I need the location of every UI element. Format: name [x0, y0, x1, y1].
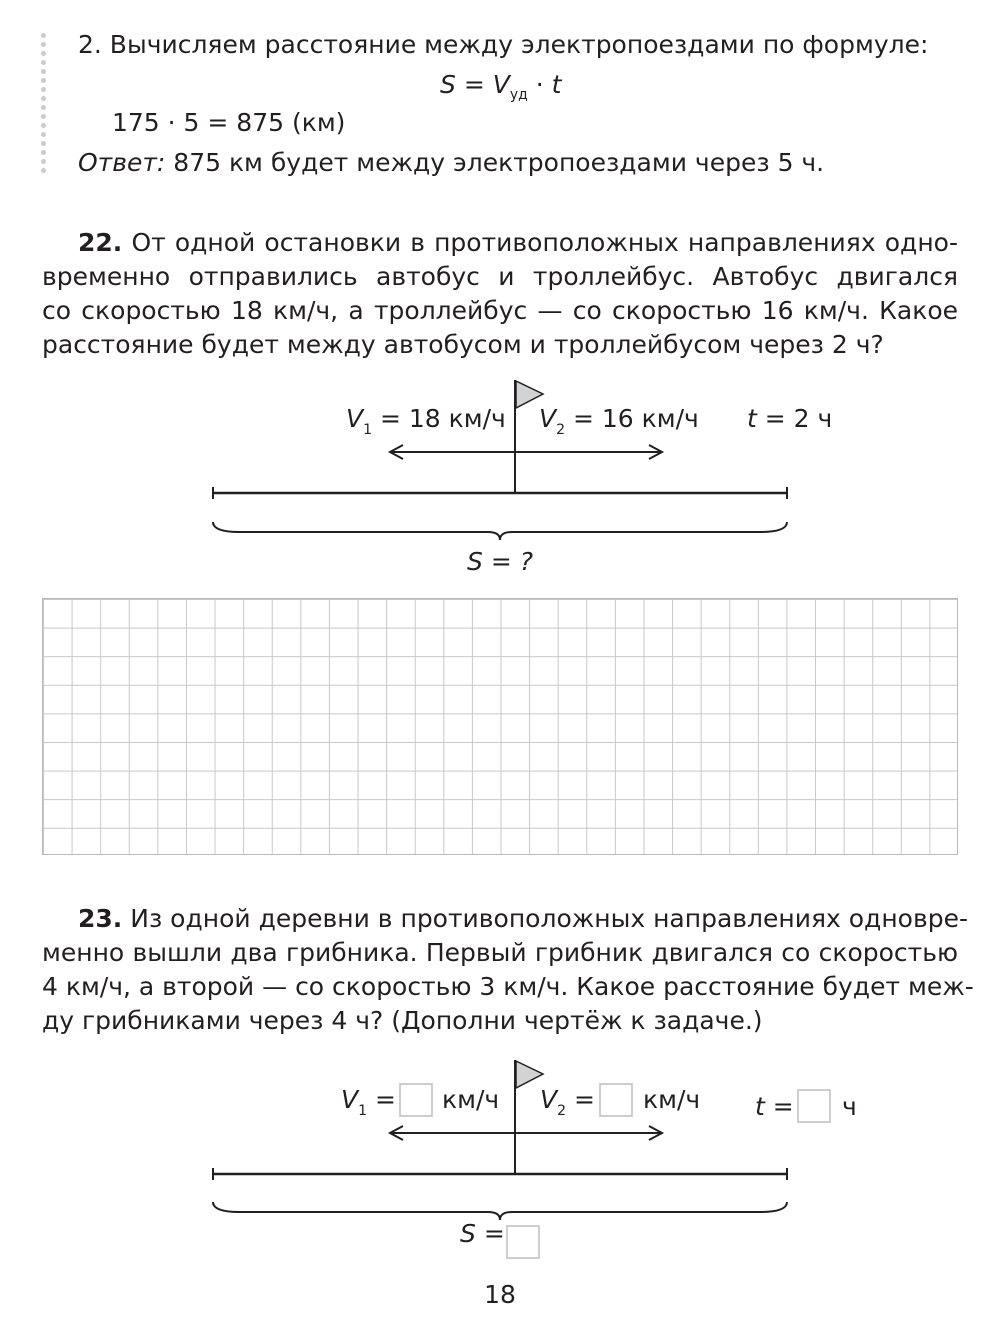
formula-v-subscript: уд [509, 87, 528, 103]
answer-label: Ответ: [78, 148, 166, 177]
v2-unit: км/ч [643, 1085, 701, 1114]
formula-eq: = [463, 70, 485, 99]
v2-label: $V_2 = 16$ км/ч [539, 404, 699, 438]
distance-brace [213, 522, 787, 540]
problem-22-number: 22. [78, 228, 123, 257]
distance-brace [213, 1202, 787, 1220]
problem-23-diagram [0, 1050, 1000, 1260]
time-label: t = [755, 1092, 794, 1121]
problem-23-text [42, 902, 974, 1038]
solution-answer [78, 146, 824, 180]
v1-input-box[interactable] [400, 1084, 432, 1116]
solution-step-title: 2. Вычисляем расстояние между электропоездами по формуле: [78, 30, 929, 59]
problem-23-line: 23. Из одной деревни в противоположных направлениях одновре- [78, 904, 968, 933]
problem-23-line: 4 км/ч, а второй — со скоростью 3 км/ч. Какое расстояние будет меж- [42, 972, 974, 1001]
v2-label: $V_2$ = [540, 1085, 595, 1119]
distance-formula [440, 68, 561, 112]
problem-23-number: 23. [78, 904, 123, 933]
distance-label: S = [460, 1219, 505, 1248]
page-number: 18 [484, 1280, 516, 1309]
flag-icon [516, 1061, 543, 1088]
formula-t: t [551, 70, 562, 99]
v2-input-box[interactable] [600, 1084, 632, 1116]
formula-s: S [440, 70, 456, 99]
problem-22-line: со скоростью 18 км/ч, а троллейбус — со скоростью 16 км/ч. Какое [42, 296, 958, 325]
time-label: t = 2 ч [747, 404, 833, 433]
problem-22-text [42, 226, 958, 362]
problem-23-line: ду грибниками через 4 ч? (Дополни чертёж к задаче.) [42, 1006, 763, 1035]
time-input-box[interactable] [798, 1090, 830, 1122]
distance-input-box[interactable] [507, 1226, 539, 1258]
problem-23-line: менно вышли два грибника. Первый грибник двигался со скоростью [42, 938, 958, 967]
distance-label: S = ? [467, 547, 533, 576]
v1-label: $V_1$ = [341, 1085, 396, 1119]
formula-dot: · [535, 70, 544, 99]
formula-v: V [492, 70, 510, 99]
solution-calculation: 175 · 5 = 875 (км) [112, 108, 346, 137]
problem-22-line: расстояние будет между автобусом и троллейбусом через 2 ч? [42, 330, 884, 359]
margin-dots-decoration [41, 33, 47, 177]
v1-label: $V_1 = 18$ км/ч [346, 404, 506, 438]
time-unit: ч [842, 1092, 857, 1121]
problem-22-line: 22. От одной остановки в противоположных направлениях одно- [78, 228, 958, 257]
answer-text: 875 км будет между электропоездами через 5 ч. [165, 148, 825, 177]
v1-unit: км/ч [442, 1085, 500, 1114]
problem-22-line: временно отправились автобус и троллейбус. Автобус двигался [42, 262, 958, 291]
problem-22-diagram [0, 370, 1000, 585]
answer-grid[interactable] [42, 598, 958, 855]
